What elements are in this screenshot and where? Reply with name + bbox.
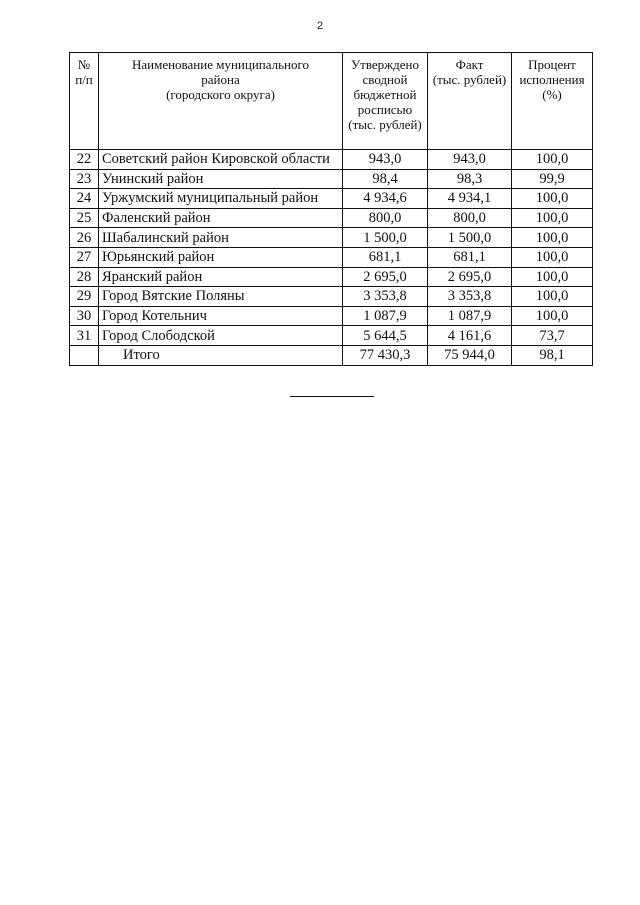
approved-value: 3 353,8	[343, 287, 428, 307]
district-name: Город Слободской	[99, 326, 343, 346]
page-number: 2	[316, 20, 324, 32]
end-divider-line	[290, 396, 374, 397]
row-number: 22	[70, 150, 99, 170]
percent-value: 100,0	[512, 208, 593, 228]
percent-value: 100,0	[512, 150, 593, 170]
row-number: 26	[70, 228, 99, 248]
header-line: (городского округа)	[166, 87, 275, 102]
row-number: 29	[70, 287, 99, 307]
fact-value: 1 500,0	[428, 228, 512, 248]
table-row	[70, 287, 593, 307]
row-number: 23	[70, 169, 99, 189]
approved-value: 4 934,6	[343, 189, 428, 209]
total-number	[70, 345, 99, 365]
district-name: Советский район Кировской области	[99, 150, 343, 170]
percent-value: 100,0	[512, 306, 593, 326]
header-line: (тыс. рублей)	[348, 117, 422, 132]
table-row	[70, 267, 593, 287]
district-name: Шабалинский район	[99, 228, 343, 248]
fact-value: 4 161,6	[428, 326, 512, 346]
percent-value: 73,7	[512, 326, 593, 346]
header-line: Факт	[455, 57, 484, 72]
percent-value: 100,0	[512, 267, 593, 287]
header-line: сводной	[362, 72, 408, 87]
header-line: бюджетной	[353, 87, 417, 102]
approved-value: 943,0	[343, 150, 428, 170]
table-header-row	[70, 53, 593, 150]
approved-value: 1 087,9	[343, 306, 428, 326]
approved-value: 98,4	[343, 169, 428, 189]
district-name: Уржумский муниципальный район	[99, 189, 343, 209]
header-line: Утверждено	[350, 57, 420, 72]
approved-value: 681,1	[343, 247, 428, 267]
header-line: п/п	[75, 72, 93, 87]
table-row	[70, 247, 593, 267]
district-name: Юрьянский район	[99, 247, 343, 267]
header-approved	[343, 53, 428, 150]
fact-value: 4 934,1	[428, 189, 512, 209]
header-name	[99, 53, 343, 150]
row-number: 31	[70, 326, 99, 346]
total-approved: 77 430,3	[343, 345, 428, 365]
header-line: росписью	[357, 102, 413, 117]
percent-value: 100,0	[512, 287, 593, 307]
table-row	[70, 150, 593, 170]
row-number: 30	[70, 306, 99, 326]
approved-value: 5 644,5	[343, 326, 428, 346]
total-label: Итого	[99, 345, 343, 365]
fact-value: 800,0	[428, 208, 512, 228]
header-line: №	[77, 57, 91, 72]
fact-value: 3 353,8	[428, 287, 512, 307]
total-percent: 98,1	[512, 345, 593, 365]
fact-value: 681,1	[428, 247, 512, 267]
approved-value: 1 500,0	[343, 228, 428, 248]
district-name: Яранский район	[99, 267, 343, 287]
table-row	[70, 169, 593, 189]
percent-value: 100,0	[512, 247, 593, 267]
header-percent	[512, 53, 593, 150]
header-line: района	[201, 72, 240, 87]
table-row	[70, 306, 593, 326]
district-name: Фаленский район	[99, 208, 343, 228]
row-number: 28	[70, 267, 99, 287]
percent-value: 99,9	[512, 169, 593, 189]
header-line: Процент	[528, 57, 576, 72]
header-fact	[428, 53, 512, 150]
header-line: (%)	[542, 87, 562, 102]
budget-execution-table	[69, 52, 593, 366]
district-name: Город Вятские Поляны	[99, 287, 343, 307]
fact-value: 943,0	[428, 150, 512, 170]
table-row	[70, 189, 593, 209]
total-fact: 75 944,0	[428, 345, 512, 365]
district-name: Унинский район	[99, 169, 343, 189]
header-line: (тыс. рублей)	[432, 72, 507, 87]
total-row	[70, 345, 593, 365]
fact-value: 1 087,9	[428, 306, 512, 326]
row-number: 27	[70, 247, 99, 267]
header-line: Наименование муниципального	[131, 57, 310, 72]
percent-value: 100,0	[512, 228, 593, 248]
row-number: 25	[70, 208, 99, 228]
percent-value: 100,0	[512, 189, 593, 209]
fact-value: 98,3	[428, 169, 512, 189]
table-row	[70, 326, 593, 346]
header-line: исполнения	[519, 72, 585, 87]
row-number: 24	[70, 189, 99, 209]
district-name: Город Котельнич	[99, 306, 343, 326]
table-row	[70, 208, 593, 228]
header-num	[70, 53, 99, 150]
approved-value: 800,0	[343, 208, 428, 228]
table-row	[70, 228, 593, 248]
approved-value: 2 695,0	[343, 267, 428, 287]
fact-value: 2 695,0	[428, 267, 512, 287]
